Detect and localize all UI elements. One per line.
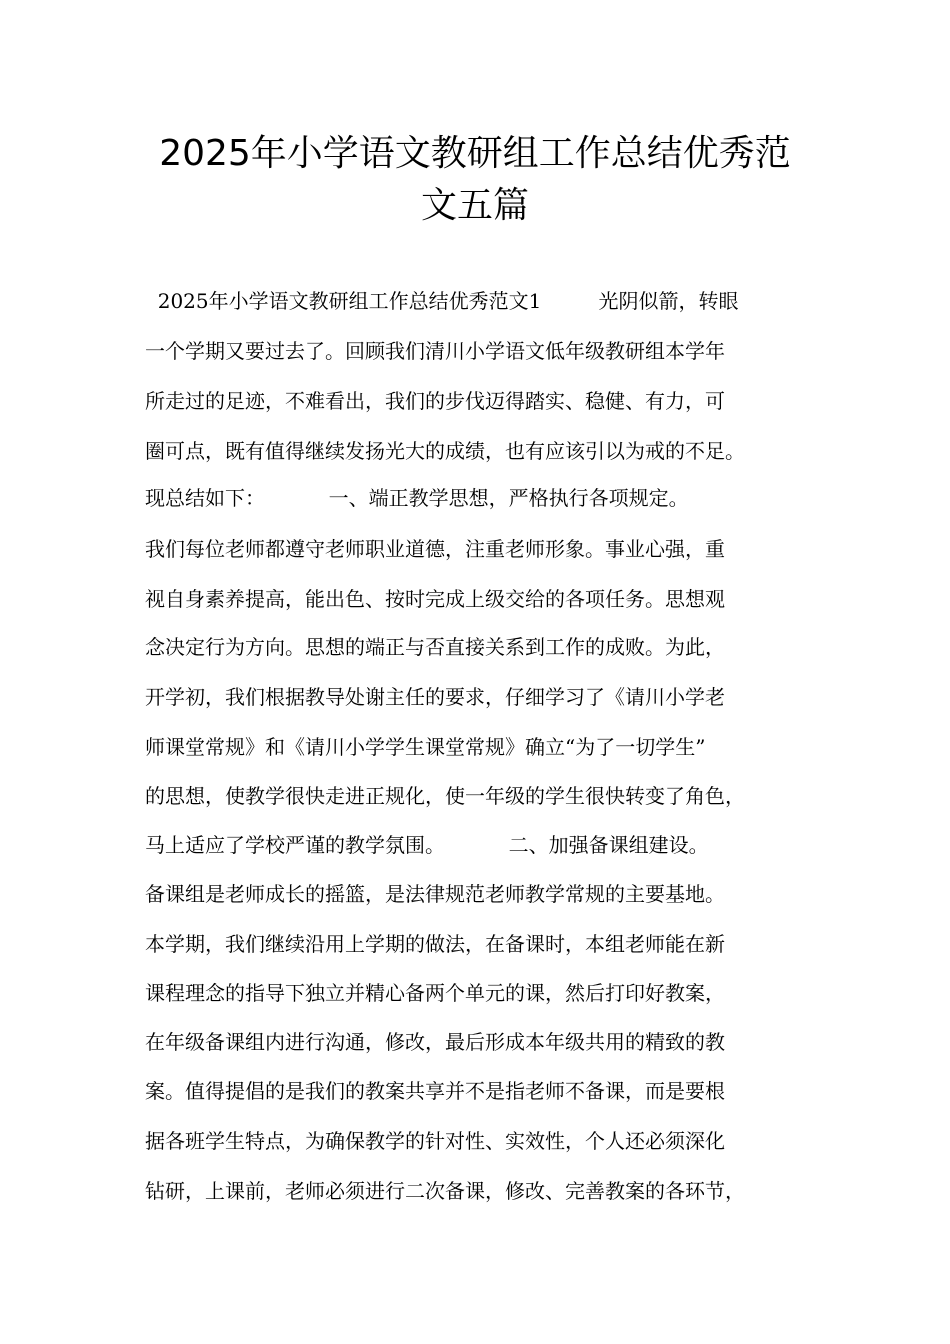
body-line: 现总结如下： 一、端正教学思想，严格执行各项规定。: [145, 486, 689, 510]
body-line: 一个学期又要过去了。回顾我们清川小学语文低年级教研组本学年: [145, 339, 725, 363]
body-line: 案。值得提倡的是我们的教案共享并不是指老师不备课，而是要根: [145, 1079, 725, 1103]
body-line: 备课组是老师成长的摇篮，是法律规范老师教学常规的主要基地。: [145, 882, 725, 906]
body-line: 开学初，我们根据教导处谢主任的要求，仔细学习了《请川小学老: [145, 685, 725, 709]
body-line: 我们每位老师都遵守老师职业道德，注重老师形象。事业心强，重: [145, 537, 725, 561]
body-line: 所走过的足迹，不难看出，我们的步伐迈得踏实、稳健、有力，可: [145, 389, 725, 413]
body-line: 师课堂常规》和《请川小学学生课堂常规》确立“为了一切学生”: [145, 735, 706, 759]
body-line: 钻研，上课前，老师必须进行二次备课，修改、完善教案的各环节，: [145, 1179, 745, 1203]
body-line: 圈可点，既有值得继续发扬光大的成绩，也有应该引以为戒的不足。: [145, 439, 745, 463]
body-line: 2025年小学语文教研组工作总结优秀范文1 光阴似箭，转眼: [145, 289, 739, 313]
body-line: 视自身素养提高，能出色、按时完成上级交给的各项任务。思想观: [145, 587, 725, 611]
document-title-line-1: 2025年小学语文教研组工作总结优秀范: [159, 133, 791, 174]
document-title-line-2: 文五篇: [420, 185, 529, 226]
body-line: 据各班学生特点，为确保教学的针对性、实效性，个人还必须深化: [145, 1129, 725, 1153]
body-line: 马上适应了学校严谨的教学氛围。 二、加强备课组建设。: [145, 833, 709, 857]
body-line: 课程理念的指导下独立并精心备两个单元的课，然后打印好教案，: [145, 981, 725, 1005]
body-line: 念决定行为方向。思想的端正与否直接关系到工作的成败。为此，: [145, 635, 725, 659]
body-line: 本学期，我们继续沿用上学期的做法，在备课时，本组老师能在新: [145, 932, 725, 956]
body-line: 在年级备课组内进行沟通，修改，最后形成本年级共用的精致的教: [145, 1030, 725, 1054]
body-line: 的思想，使教学很快走进正规化，使一年级的学生很快转变了角色，: [145, 784, 745, 808]
